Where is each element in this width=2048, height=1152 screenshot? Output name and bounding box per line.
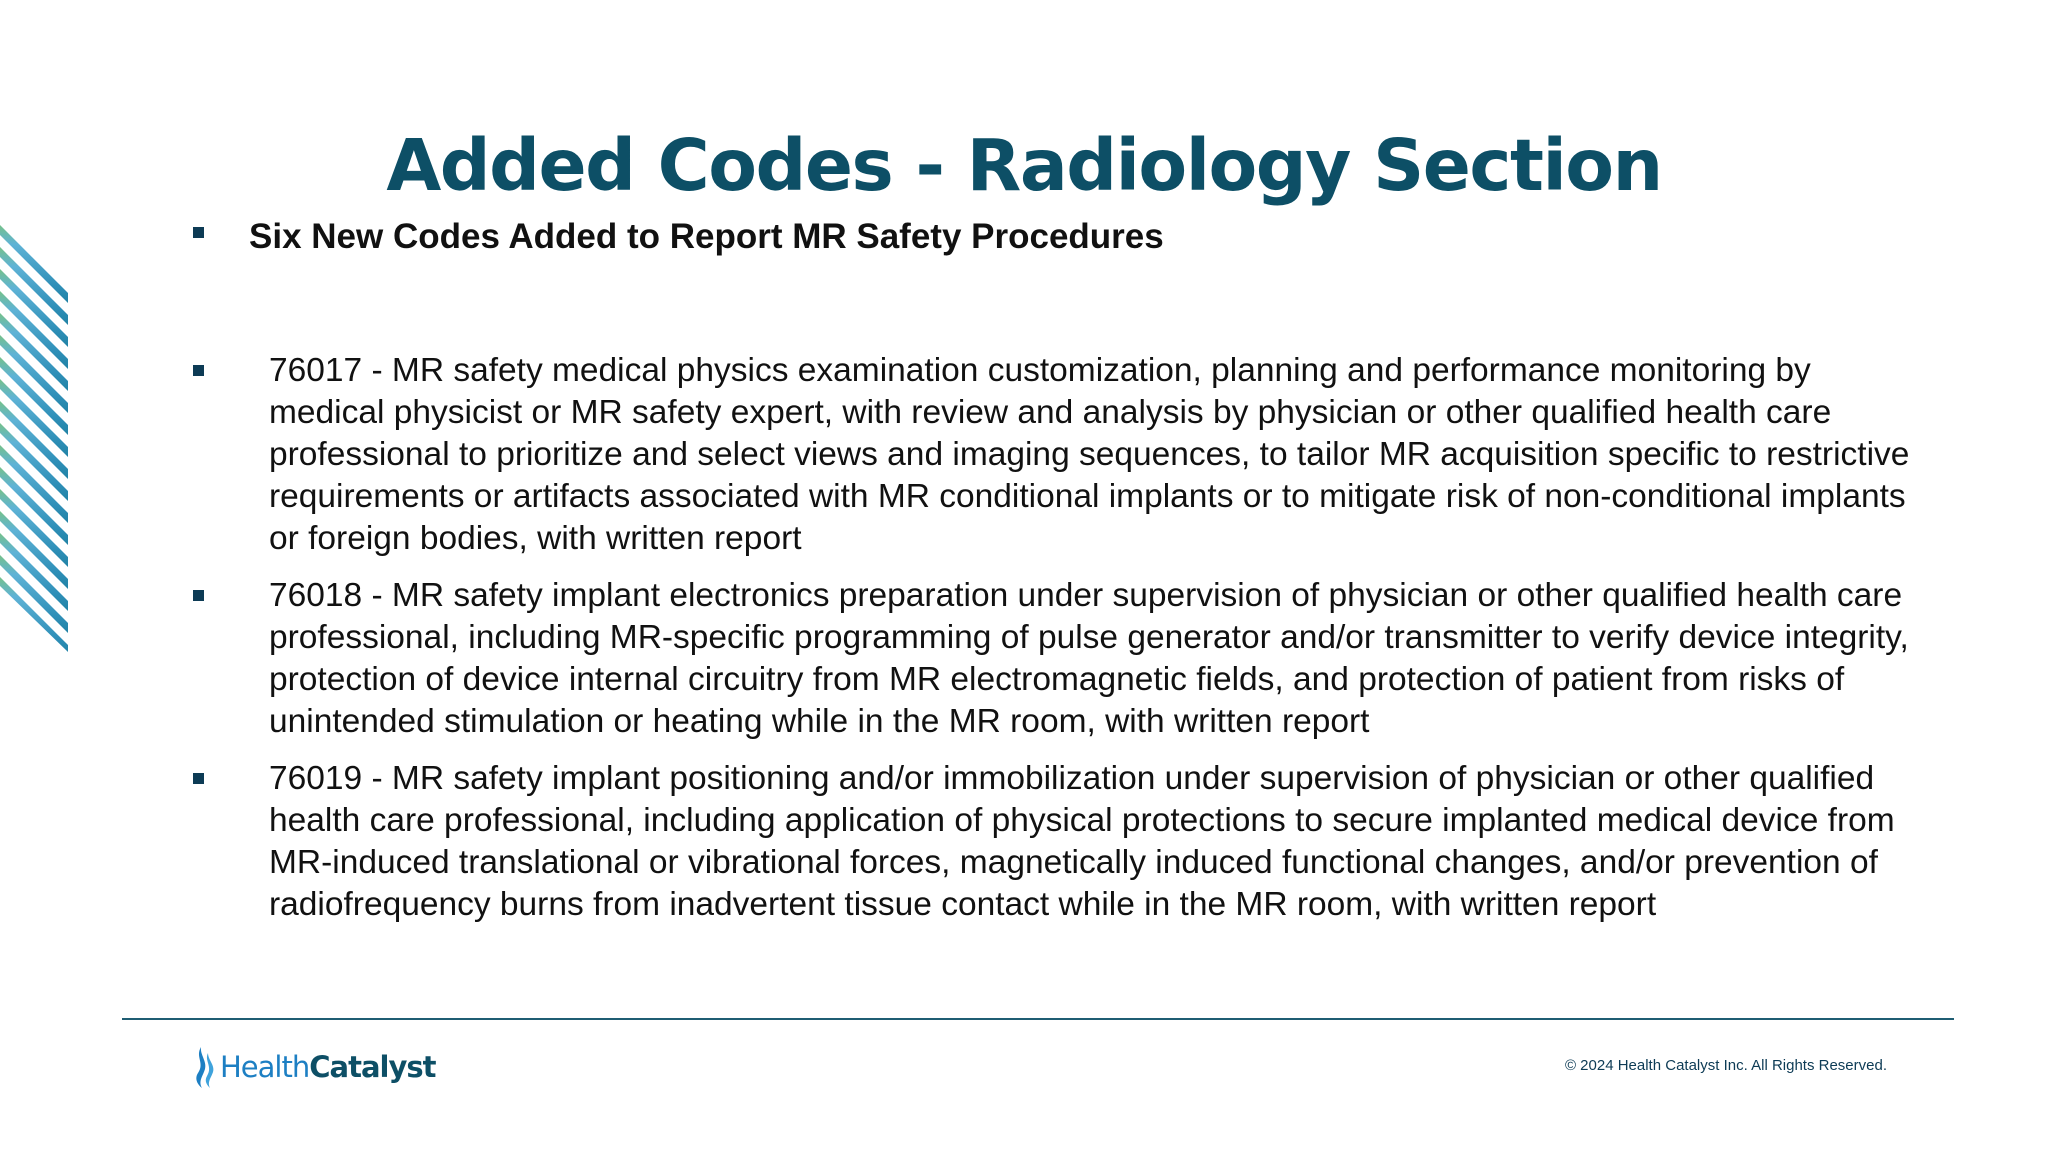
logo-health-text: Health [220, 1050, 310, 1084]
square-bullet-icon [193, 227, 204, 238]
list-item [193, 758, 1933, 926]
code-description-76018: 76018 - MR safety implant electronics preparation under supervision of physician or other qualified health care professional, including MR-specific programming of pulse generator and/or transmitter to verify device integrity, protection of device internal circuitry from MR electromagnetic fields, and protection of patient from risks of unintended stimulation or heating while in the MR room, with written report [269, 577, 1909, 740]
codes-list [193, 350, 1933, 941]
footer-divider [122, 1018, 1954, 1020]
copyright-notice: © 2024 Health Catalyst Inc. All Rights Reserved. [1564, 1057, 1887, 1074]
heading-bullet [193, 210, 1933, 270]
logo-wordmark [220, 1044, 436, 1090]
square-bullet-icon [193, 590, 204, 601]
diagonal-stripes-decoration [0, 218, 68, 652]
section-heading: Six New Codes Added to Report MR Safety Procedures [249, 217, 1164, 256]
square-bullet-icon [193, 773, 204, 784]
list-item [193, 350, 1933, 560]
logo-catalyst-text: Catalyst [309, 1050, 436, 1084]
square-bullet-icon [193, 365, 204, 376]
slide-title: Added Codes - Radiology Section [386, 124, 1662, 207]
health-catalyst-flame-icon [192, 1045, 216, 1089]
slide-content [193, 210, 1933, 923]
code-description-76019: 76019 - MR safety implant positioning and/or immobilization under supervision of physician or other qualified health care professional, including application of physical protections to secure implanted medical device from MR-induced translational or vibrational forces, magnetically induced functional changes, and/or prevention of radiofrequency burns from inadvertent tissue contact while in the MR room, with written report [269, 760, 1895, 923]
health-catalyst-logo [192, 1044, 436, 1090]
list-item [193, 575, 1933, 743]
code-description-76017: 76017 - MR safety medical physics examination customization, planning and performance monitoring by medical physicist or MR safety expert, with review and analysis by physician or other qualified health care professional to prioritize and select views and imaging sequences, to tailor MR acquisition specific to restrictive requirements or artifacts associated with MR conditional implants or to mitigate risk of non-conditional implants or foreign bodies, with written report [269, 352, 1910, 557]
